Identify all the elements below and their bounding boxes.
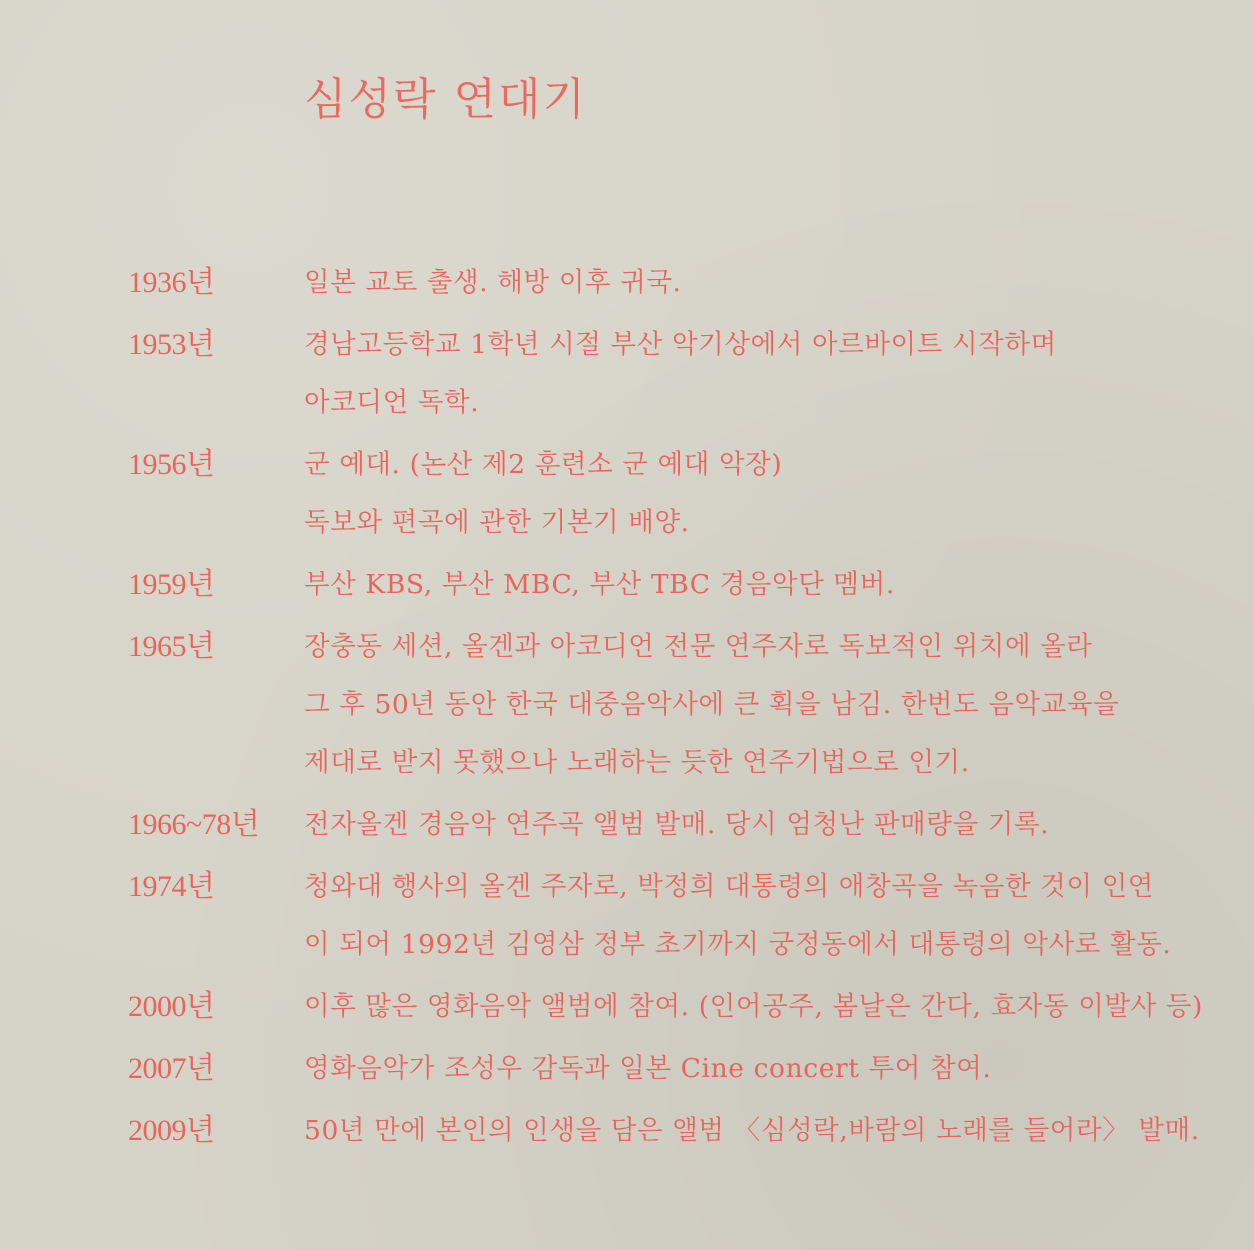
timeline-entry <box>128 1040 1238 1098</box>
timeline-entry <box>128 254 1238 312</box>
entry-year: 1965년 <box>128 630 215 663</box>
entry-description-line: 장충동 세션, 올겐과 아코디언 전문 연주자로 독보적인 위치에 올라 <box>304 631 1093 662</box>
entry-description <box>304 978 1238 1036</box>
entry-description <box>304 436 1238 552</box>
entry-description-line: 이후 많은 영화음악 앨범에 참여. (인어공주, 봄날은 간다, 효자동 이발사 등) <box>304 991 1203 1022</box>
entry-description-line: 전자올겐 경음악 연주곡 앨범 발매. 당시 엄청난 판매량을 기록. <box>304 809 1050 840</box>
entry-description-line: 청와대 행사의 올겐 주자로, 박정희 대통령의 애창곡을 녹음한 것이 인연 <box>304 871 1155 902</box>
entry-year: 1956년 <box>128 448 215 481</box>
page-title: 심성락 연대기 <box>304 74 588 125</box>
entry-description-line: 군 예대. (논산 제2 훈련소 군 예대 악장) <box>304 449 783 480</box>
entry-description-line: 이 되어 1992년 김영삼 정부 초기까지 궁정동에서 대통령의 악사로 활동. <box>304 929 1172 960</box>
timeline-entry <box>128 1102 1238 1160</box>
entry-year: 2007년 <box>128 1052 215 1085</box>
entry-year: 1966~78년 <box>128 808 260 841</box>
entry-year: 1936년 <box>128 266 215 299</box>
timeline-entry <box>128 316 1238 432</box>
entry-description <box>304 618 1238 792</box>
entry-description-line: 50년 만에 본인의 인생을 담은 앨범 〈심성락,바람의 노래를 들어라〉 발매. <box>304 1115 1200 1146</box>
entry-description-line: 경남고등학교 1학년 시절 부산 악기상에서 아르바이트 시작하며 <box>304 329 1057 360</box>
timeline-entry <box>128 436 1238 552</box>
timeline-entry <box>128 978 1238 1036</box>
entry-year: 1953년 <box>128 328 215 361</box>
entry-description <box>304 556 1238 614</box>
entry-description <box>304 858 1238 974</box>
entry-description-line: 부산 KBS, 부산 MBC, 부산 TBC 경음악단 멤버. <box>304 569 895 600</box>
entry-year: 2000년 <box>128 990 215 1023</box>
entry-year: 1974년 <box>128 870 215 903</box>
timeline-entry <box>128 858 1238 974</box>
timeline-list <box>128 254 1238 1164</box>
entry-description <box>304 316 1238 432</box>
entry-description-line: 제대로 받지 못했으나 노래하는 듯한 연주기법으로 인기. <box>304 747 970 778</box>
entry-description-line: 아코디언 독학. <box>304 387 480 418</box>
timeline-entry <box>128 796 1238 854</box>
entry-description <box>304 796 1238 854</box>
entry-year: 2009년 <box>128 1114 215 1147</box>
entry-description <box>304 254 1238 312</box>
entry-description-line: 영화음악가 조성우 감독과 일본 Cine concert 투어 참여. <box>304 1053 992 1084</box>
entry-description-line: 독보와 편곡에 관한 기본기 배양. <box>304 507 690 538</box>
timeline-entry <box>128 556 1238 614</box>
timeline-entry <box>128 618 1238 792</box>
entry-year: 1959년 <box>128 568 215 601</box>
entry-description-line: 그 후 50년 동안 한국 대중음악사에 큰 획을 남김. 한번도 음악교육을 <box>304 689 1120 720</box>
entry-description-line: 일본 교토 출생. 해방 이후 귀국. <box>304 267 682 298</box>
entry-description <box>304 1040 1238 1098</box>
entry-description <box>304 1102 1238 1160</box>
